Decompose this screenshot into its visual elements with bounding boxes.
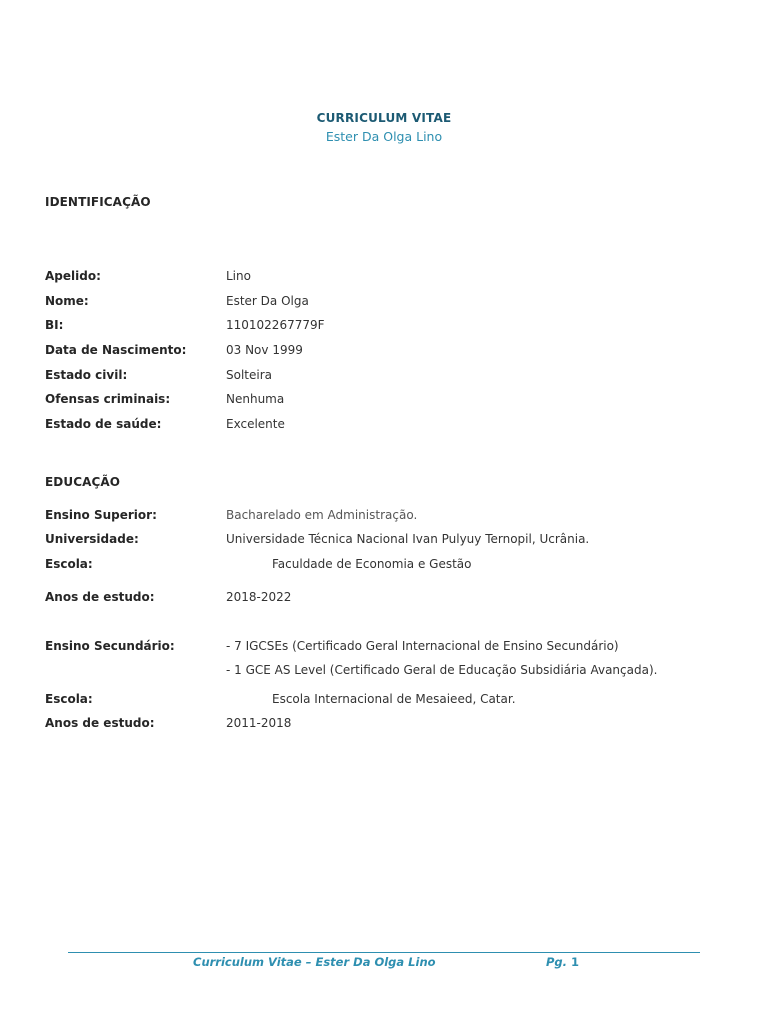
- field-label-secondary-education: Ensino Secundário:: [45, 639, 175, 653]
- field-value-birth-date: 03 Nov 1999: [226, 343, 303, 357]
- field-value-university: Universidade Técnica Nacional Ivan Pulyuy Ternopil, Ucrânia.: [226, 532, 590, 546]
- field-value-id: 110102267779F: [226, 318, 325, 332]
- field-value-marital-status: Solteira: [226, 368, 273, 382]
- field-label-birth-date: Data de Nascimento:: [45, 343, 187, 357]
- document-title: CURRICULUM VITAE: [316, 111, 452, 125]
- field-value-criminal-record: Nenhuma: [226, 392, 285, 406]
- footer-page-number: 1: [571, 955, 580, 969]
- field-label-university: Universidade:: [45, 532, 139, 546]
- field-label-secondary-school: Escola:: [45, 692, 93, 706]
- field-value-secondary-school: Escola Internacional de Mesaieed, Catar.: [272, 692, 516, 706]
- section-heading-identification: IDENTIFICAÇÃO: [45, 195, 151, 209]
- field-label-secondary-years: Anos de estudo:: [45, 716, 155, 730]
- list-item-secondary-qualification: - 1 GCE AS Level (Certificado Geral de Educação Subsidiária Avançada).: [226, 663, 658, 677]
- field-label-faculty: Escola:: [45, 557, 93, 571]
- footer-page-label: Pg.: [546, 955, 568, 969]
- field-label-surname: Apelido:: [45, 269, 101, 283]
- footer-divider: [68, 952, 700, 953]
- field-label-university-years: Anos de estudo:: [45, 590, 155, 604]
- list-item-secondary-qualification: - 7 IGCSEs (Certificado Geral Internacional de Ensino Secundário): [226, 639, 619, 653]
- field-label-higher-education: Ensino Superior:: [45, 508, 157, 522]
- footer-title: Curriculum Vitae – Ester Da Olga Lino: [193, 955, 436, 969]
- field-value-name: Ester Da Olga: [226, 294, 309, 308]
- field-label-id: BI:: [45, 318, 64, 332]
- field-label-marital-status: Estado civil:: [45, 368, 128, 382]
- section-heading-education: EDUCAÇÃO: [45, 475, 121, 489]
- field-label-name: Nome:: [45, 294, 89, 308]
- field-label-health: Estado de saúde:: [45, 417, 162, 431]
- field-value-faculty: Faculdade de Economia e Gestão: [272, 557, 472, 571]
- field-value-higher-education: Bacharelado em Administração.: [226, 508, 418, 522]
- field-value-health: Excelente: [226, 417, 285, 431]
- field-value-surname: Lino: [226, 269, 251, 283]
- footer-page-indicator: [546, 955, 579, 969]
- candidate-name: Ester Da Olga Lino: [325, 129, 443, 144]
- field-value-secondary-years: 2011-2018: [226, 716, 292, 730]
- field-value-university-years: 2018-2022: [226, 590, 292, 604]
- field-label-criminal-record: Ofensas criminais:: [45, 392, 171, 406]
